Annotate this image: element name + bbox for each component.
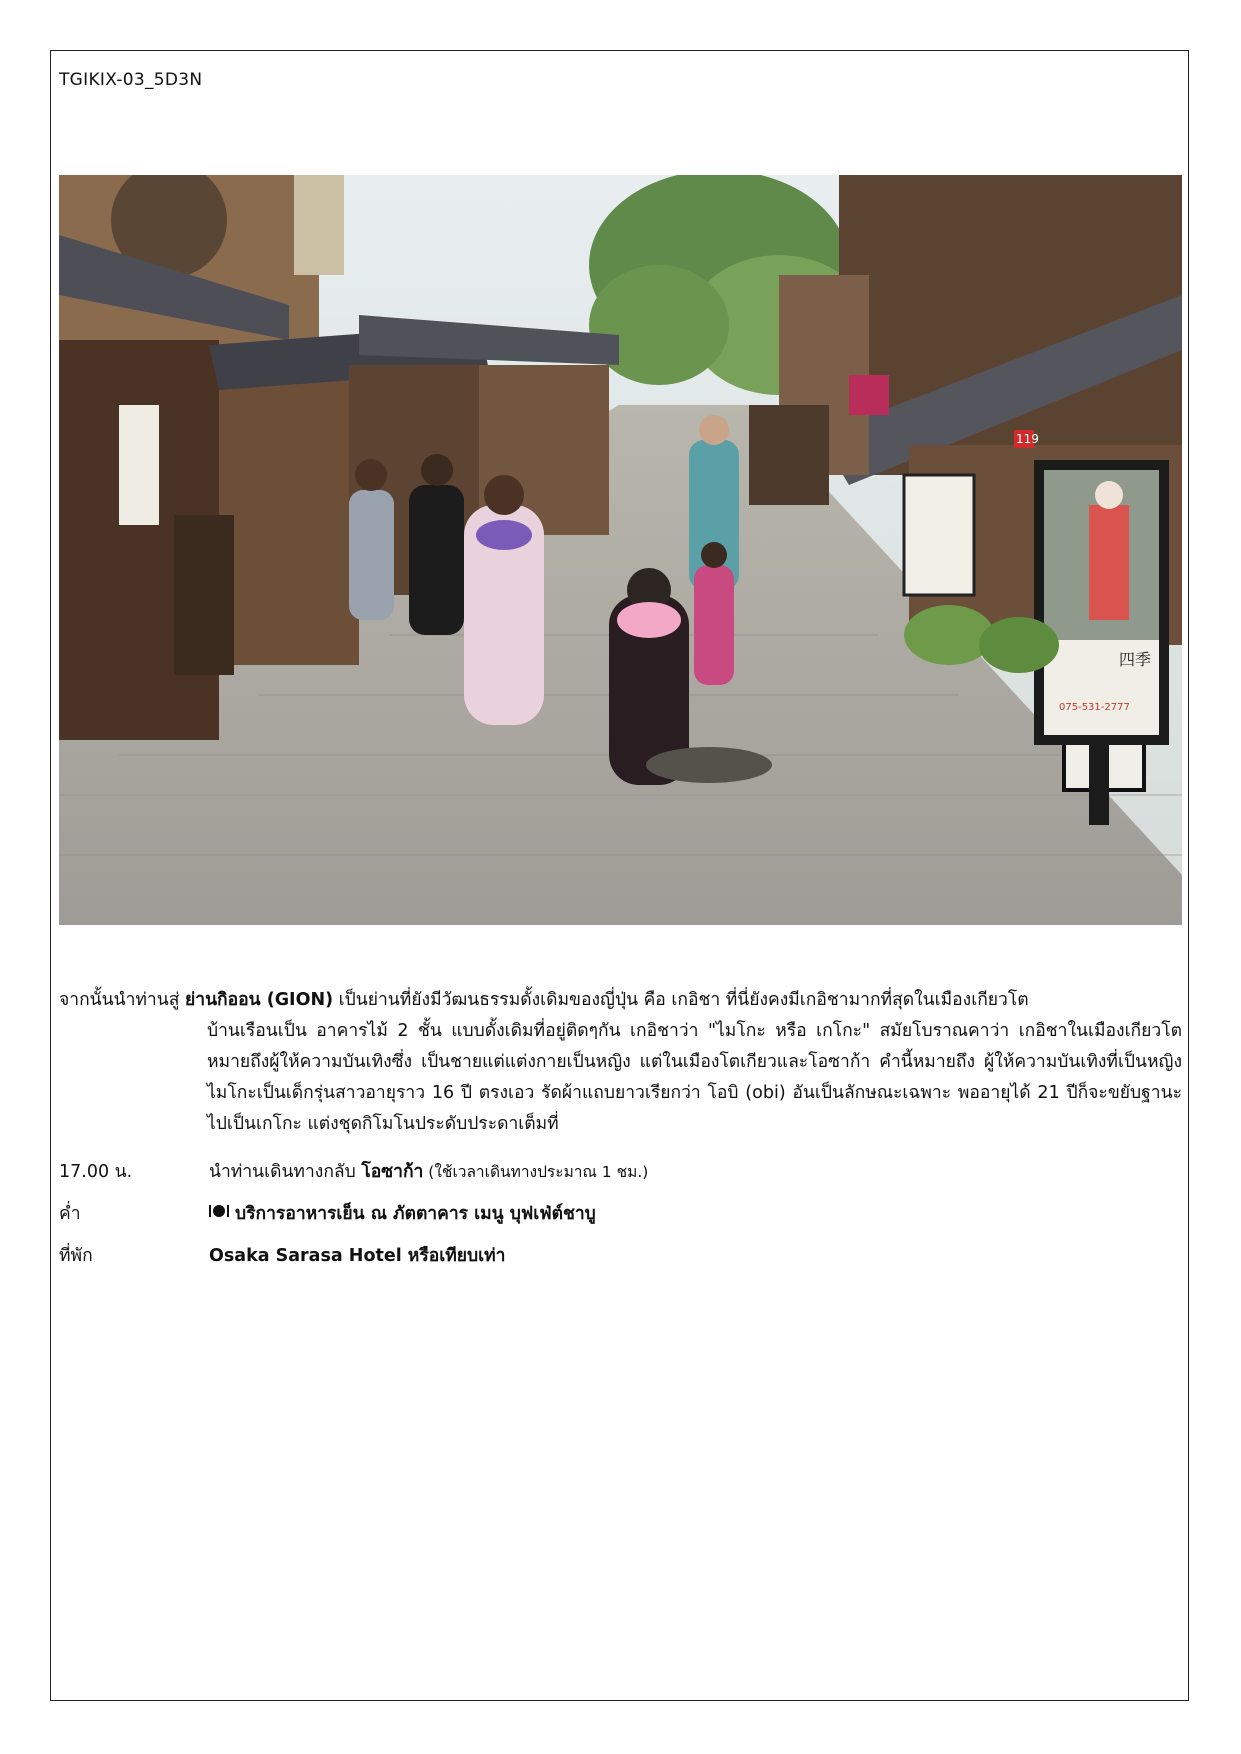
document-code: TGIKIX-03_5D3N	[59, 70, 203, 90]
dinner-text: บริการอาหารเย็น ณ ภัตตาคาร เมนู บุฟเฟ่ต์ชาบู	[235, 1204, 596, 1224]
travel-duration: (ใช้เวลาเดินทางประมาณ 1 ชม.)	[423, 1163, 649, 1181]
description-first-line: เป็นย่านที่ยังมีวัฒนธรรมดั้งเดิมของญี่ปุ่น คือ เกอิชา ที่นี่ยังคงมีเกอิชามากที่สุดในเมืองเกียวโต	[333, 990, 1029, 1010]
poster-phone: 075-531-2777	[1059, 702, 1130, 713]
schedule-row-return	[59, 1157, 1182, 1185]
place-name: ย่านกิออน (GION)	[184, 990, 334, 1010]
schedule-row-dinner	[59, 1199, 1182, 1227]
schedule-time: 17.00 น.	[59, 1162, 133, 1182]
schedule-hotel-label: ที่พัก	[59, 1246, 93, 1266]
house-number: 119	[1016, 432, 1039, 446]
hotel-name: Osaka Sarasa Hotel หรือเทียบเท่า	[209, 1246, 506, 1266]
gion-street-photo	[59, 175, 1182, 925]
meal-icon	[209, 1203, 229, 1224]
description-lead: จากนั้นนำท่านสู่	[59, 990, 180, 1010]
return-destination: โอซาก้า	[361, 1162, 424, 1182]
description-body: บ้านเรือนเป็น อาคารไม้ 2 ชั้น แบบดั้งเดิมที่อยู่ติดๆกัน เกอิชาว่า "ไมโกะ หรือ เกโกะ" สมัยโบราณคาว่า เกอิชาในเมืองเกียวโตหมายถึงผู้ให้ความบันเทิงซึ่ง เป็นชายแต่แต่งกายเป็นหญิง แต่ในเมืองโตเกียวและโอซาก้า คำนี้หมายถึง ผู้ให้ความบันเทิงที่เป็นหญิง ไมโกะเป็นเด็กรุ่นสาวอายุราว 16 ปี ตรงเอว รัดผ้าแถบยาวเรียกว่า โอบิ (obi) อันเป็นลักษณะเฉพาะ พออายุได้ 21 ปีก็จะขยับฐานะไปเป็นเกโกะ แต่งชุดกิโมโนประดับประดาเต็มที่	[207, 1021, 1182, 1134]
return-text: นำท่านเดินทางกลับ	[209, 1162, 362, 1182]
schedule-row-hotel	[59, 1241, 1182, 1269]
schedule-dinner-label: ค่ำ	[59, 1204, 81, 1224]
gion-description	[59, 985, 1182, 1140]
poster-title: 四季	[1119, 650, 1152, 669]
